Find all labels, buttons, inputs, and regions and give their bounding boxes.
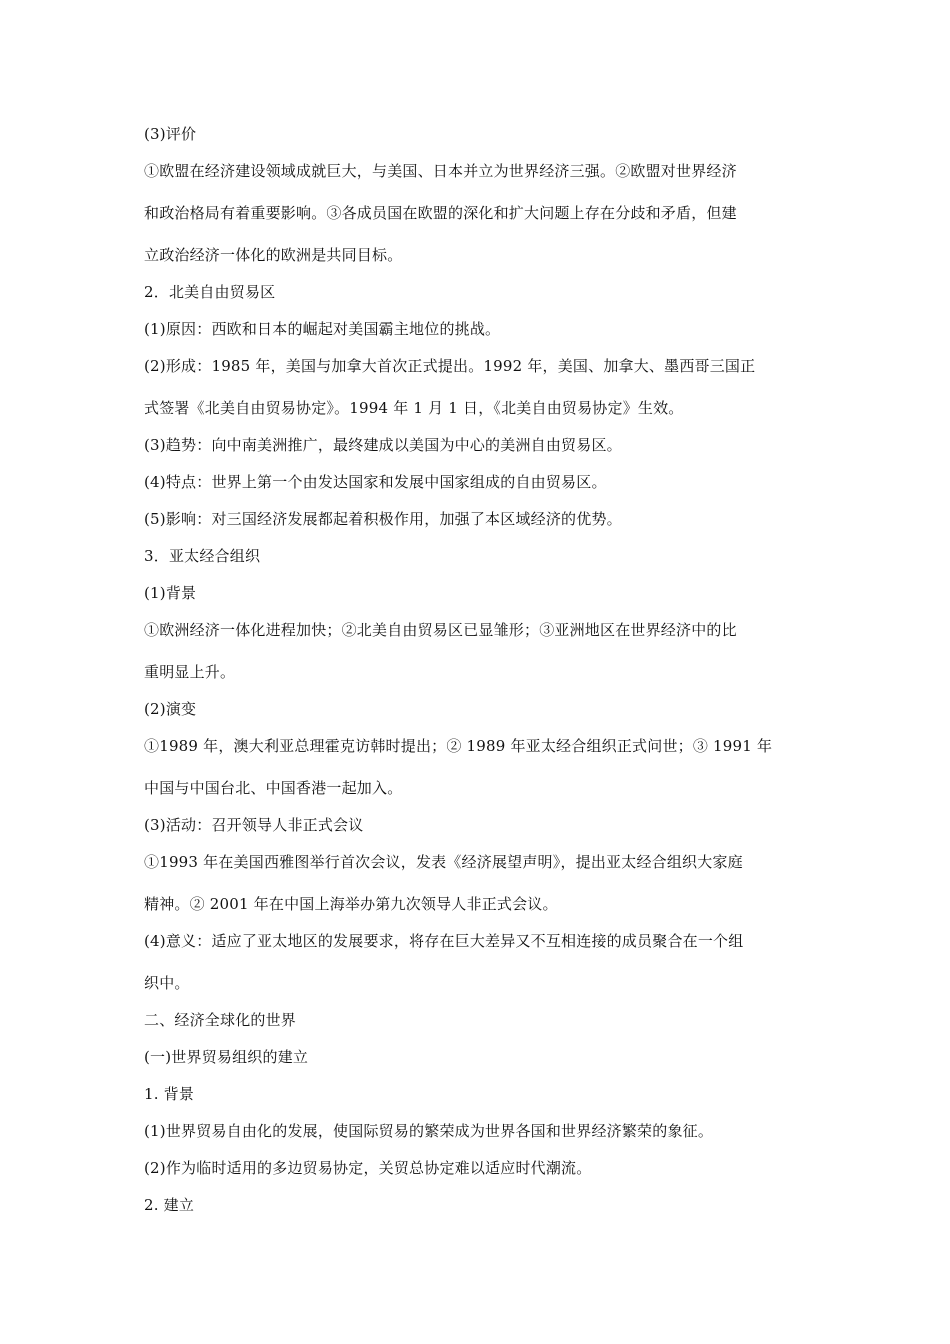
paragraph-line: ①欧盟在经济建设领域成就巨大，与美国、日本并立为世界经济三强。②欧盟对世界经济 — [144, 162, 737, 180]
paragraph-line: ①1993 年在美国西雅图举行首次会议，发表《经济展望声明》，提出亚太经合组织大家庭 — [144, 853, 743, 871]
paragraph-line: (2)作为临时适用的多边贸易协定，关贸总协定难以适应时代潮流。 — [144, 1159, 592, 1177]
subheading-background: (1)背景 — [144, 584, 197, 602]
subheading-wto-establishment: 2. 建立 — [144, 1196, 195, 1214]
paragraph-line: (1)原因：西欧和日本的崛起对美国霸主地位的挑战。 — [144, 320, 501, 338]
paragraph-line: 和政治格局有着重要影响。③各成员国在欧盟的深化和扩大问题上存在分歧和矛盾，但建 — [144, 204, 737, 222]
paragraph-line: (4)意义：适应了亚太地区的发展要求，将存在巨大差异又不互相连接的成员聚合在一个组 — [144, 932, 744, 950]
paragraph-line: 中国与中国台北、中国香港一起加入。 — [144, 779, 403, 797]
paragraph-line: (3)趋势：向中南美洲推广，最终建成以美国为中心的美洲自由贸易区。 — [144, 436, 622, 454]
subheading-evolution: (2)演变 — [144, 700, 197, 718]
section-heading-globalization: 二、经济全球化的世界 — [144, 1011, 297, 1029]
subheading-activities: (3)活动：召开领导人非正式会议 — [144, 816, 364, 834]
paragraph-line: 织中。 — [144, 974, 190, 992]
document-body — [144, 124, 808, 1215]
paragraph-line: (1)世界贸易自由化的发展，使国际贸易的繁荣成为世界各国和世界经济繁荣的象征。 — [144, 1122, 714, 1140]
paragraph-line: 式签署《北美自由贸易协定》。1994 年 1 月 1 日，《北美自由贸易协定》生效。 — [144, 399, 684, 417]
subheading-wto-background: 1. 背景 — [144, 1085, 195, 1103]
paragraph-line: (2)形成：1985 年，美国与加拿大首次正式提出。1992 年，美国、加拿大、墨西哥三国正 — [144, 357, 756, 375]
paragraph-line: ①欧洲经济一体化进程加快；②北美自由贸易区已显雏形；③亚洲地区在世界经济中的比 — [144, 621, 737, 639]
section-heading-apec: 3．亚太经合组织 — [144, 547, 261, 565]
subheading-evaluation: (3)评价 — [144, 125, 197, 143]
paragraph-line: 立政治经济一体化的欧洲是共同目标。 — [144, 246, 403, 264]
paragraph-line: 重明显上升。 — [144, 663, 236, 681]
subheading-wto: (一)世界贸易组织的建立 — [144, 1048, 309, 1066]
section-heading-nafta: 2．北美自由贸易区 — [144, 283, 276, 301]
paragraph-line: (5)影响：对三国经济发展都起着积极作用，加强了本区域经济的优势。 — [144, 510, 622, 528]
paragraph-line: (4)特点：世界上第一个由发达国家和发展中国家组成的自由贸易区。 — [144, 473, 607, 491]
paragraph-line: 精神。② 2001 年在中国上海举办第九次领导人非正式会议。 — [144, 895, 558, 913]
paragraph-line: ①1989 年，澳大利亚总理霍克访韩时提出；② 1989 年亚太经合组织正式问世；③ 1991 年 — [144, 737, 773, 755]
